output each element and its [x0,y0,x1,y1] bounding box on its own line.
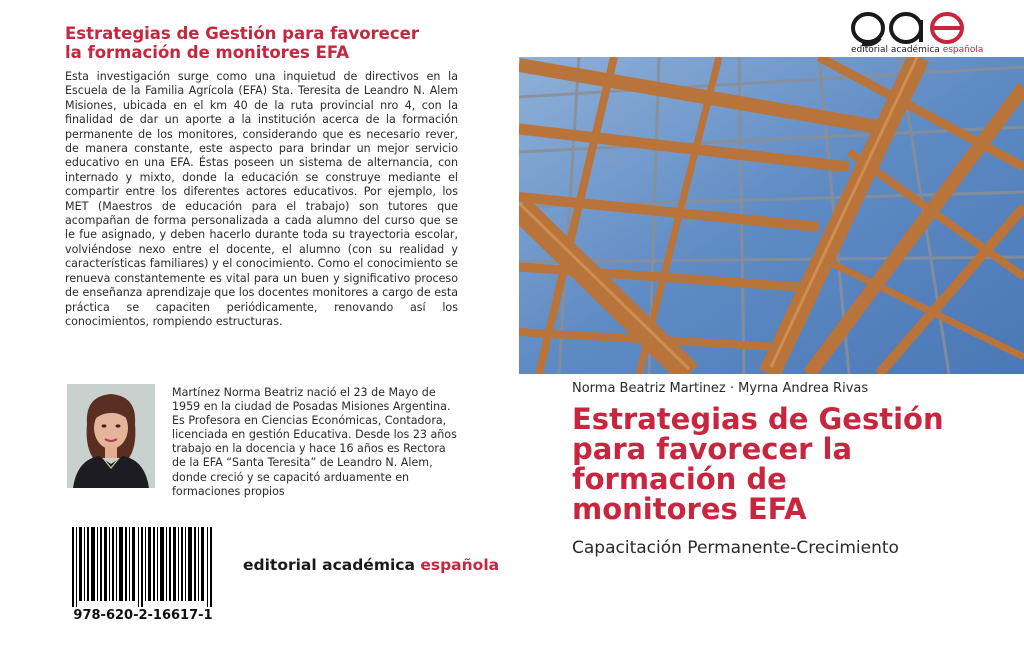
author-photo [67,384,155,488]
author-bio: Martínez Norma Beatriz nació el 23 de Mayo de 1959 en la ciudad de Posadas Misiones Argentina. Es Profesora en Ciencias Económicas, Contadora, licenciada en gestión Educativa. Desde los 23 años trabajo en la docencia y hace 16 años es Rectora de la EFA “Santa Teresita” de Leandro N. Alem, donde creció y se capacitó arduamente en formaciones propios [172,386,457,498]
publisher-name-accent: española [420,556,500,574]
logo-text-accent: española [942,45,984,55]
logo-text-main: editorial académica [851,45,940,55]
back-title-line-2: la formación de monitores EFA [65,43,349,62]
back-cover-title [65,24,465,62]
barcode [72,527,214,607]
logo-text [851,45,983,55]
front-title-line-3: formación de [572,462,787,496]
publisher-name-main: editorial académica [243,556,415,574]
front-title-line-1: Estrategias de Gestión [572,402,944,436]
isbn-number: 978-620-2-16617-1 [73,608,213,623]
front-title-line-2: para favorecer la [572,432,853,466]
back-title-line-1: Estrategias de Gestión para favorecer [65,24,419,43]
cover-photo-glass-roof [519,57,1024,374]
front-cover-title [572,404,1012,524]
front-subtitle: Capacitación Permanente-Crecimiento [572,538,899,558]
publisher-name-back [243,556,499,574]
abstract-text: Esta investigación surge como una inquietud de directivos en la Escuela de la Familia Agrícola (EFA) Sta. Teresita de Leandro N. Alem Misiones, ubicada en el km 40 de la ruta provincial nro 4, con la finalidad de dar un aporte a la institución acerca de la formación permanente de los monitores, considerando que es necesario rever, de manera constante, este aspecto para brindar un mejor servicio educativo en una EFA. Éstas poseen un sistema de alternancia, con internado y mixto, donde la educación se construye mediante el compartir entre los diferentes actores educativos. Por ejemplo, los MET (Maestros de educación para el trabajo) son tutores que acompañan de forma personalizada a cada alumno del curso que se le fue asignado, y deben hacerlo durante toda su trayectoria escolar, volviéndose nexo entre el docente, el alumno (con su realidad y características familiares) y el conocimiento. Como el conocimiento se renueva constantemente es vital para un buen y significativo proceso de enseñanza aprendizaje que los docentes monitores a cargo de esta práctica se capaciten periódicamente, renovando así los conocimientos, rompiendo estructuras. [65,70,458,328]
front-authors: Norma Beatriz Martinez · Myrna Andrea Rivas [572,381,869,396]
front-title-line-4: monitores EFA [572,492,807,526]
